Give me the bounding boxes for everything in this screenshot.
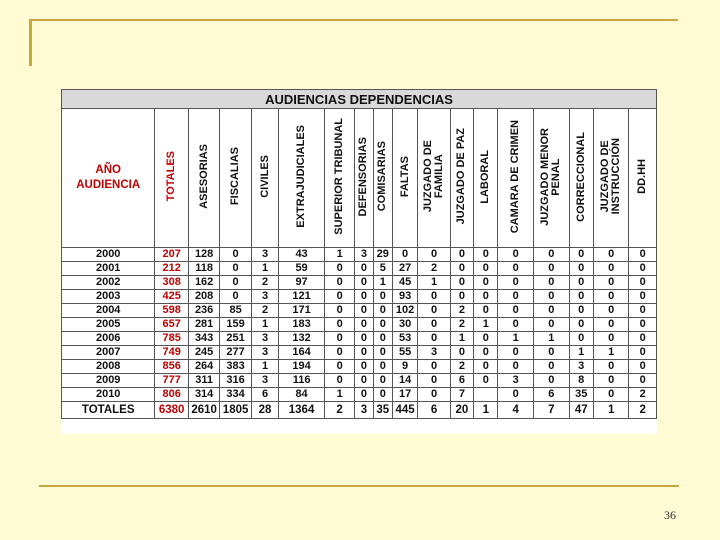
table-cell: 102 <box>392 304 417 318</box>
totals-cell: 6 <box>418 402 450 419</box>
table-cell: 657 <box>155 318 189 332</box>
table-cell: 0 <box>593 318 629 332</box>
table-cell: 3 <box>251 374 278 388</box>
table-cell: 1 <box>251 318 278 332</box>
row-year: 2002 <box>62 276 155 290</box>
row-year: 2007 <box>62 346 155 360</box>
table-cell: 0 <box>355 304 373 318</box>
table-cell: 236 <box>188 304 219 318</box>
totals-cell: 1 <box>474 402 498 419</box>
table-cell: 0 <box>474 276 498 290</box>
table-cell: 383 <box>220 360 251 374</box>
table-cell: 43 <box>279 248 325 262</box>
table-cell: 264 <box>188 360 219 374</box>
table-cell: 0 <box>569 304 593 318</box>
totals-label: TOTALES <box>62 402 155 419</box>
table-cell: 7 <box>450 388 473 402</box>
table-title: AUDIENCIAS DEPENDENCIAS <box>62 90 657 109</box>
table-cell: 0 <box>593 248 629 262</box>
table-cell: 128 <box>188 248 219 262</box>
table-cell: 0 <box>629 346 657 360</box>
audiencias-table-container <box>61 89 657 434</box>
table-row <box>62 318 657 332</box>
totals-cell: 35 <box>373 402 392 419</box>
table-cell: 0 <box>324 332 354 346</box>
table-cell: 17 <box>392 388 417 402</box>
totals-cell: 28 <box>251 402 278 419</box>
table-cell: 0 <box>418 304 450 318</box>
table-cell: 1 <box>534 332 570 346</box>
corner-label-year: AÑO <box>95 164 121 176</box>
table-cell: 0 <box>569 248 593 262</box>
column-header-label: JUZGADO DE PAZ <box>455 128 468 225</box>
column-header-label: CIVILES <box>258 155 271 198</box>
table-cell: 0 <box>534 248 570 262</box>
table-cell: 1 <box>418 276 450 290</box>
table-cell: 0 <box>534 360 570 374</box>
table-cell: 0 <box>593 276 629 290</box>
table-cell: 2 <box>418 262 450 276</box>
column-header <box>188 109 219 248</box>
column-header-label: DD.HH <box>636 159 649 194</box>
table-cell: 251 <box>220 332 251 346</box>
column-header <box>450 109 473 248</box>
table-cell: 0 <box>593 374 629 388</box>
table-cell: 194 <box>279 360 325 374</box>
table-cell: 3 <box>498 374 534 388</box>
table-row <box>62 374 657 388</box>
page-number: 36 <box>664 508 676 522</box>
table-cell: 0 <box>569 332 593 346</box>
table-cell: 45 <box>392 276 417 290</box>
table-cell: 0 <box>534 262 570 276</box>
table-cell: 806 <box>155 388 189 402</box>
table-cell: 0 <box>355 276 373 290</box>
audiencias-table <box>61 89 657 419</box>
table-cell: 207 <box>155 248 189 262</box>
table-cell: 0 <box>498 318 534 332</box>
table-cell: 0 <box>534 374 570 388</box>
table-cell: 0 <box>373 290 392 304</box>
table-cell: 6 <box>251 388 278 402</box>
table-cell: 0 <box>418 248 450 262</box>
column-header-label: FALTAS <box>398 155 411 198</box>
totals-cell: 2610 <box>188 402 219 419</box>
table-cell: 0 <box>629 276 657 290</box>
table-cell: 2 <box>450 304 473 318</box>
table-cell: 1 <box>474 318 498 332</box>
column-header-label: JUZGADO MENOR PENAL <box>539 127 563 226</box>
table-cell: 281 <box>188 318 219 332</box>
table-cell: 6 <box>534 388 570 402</box>
table-cell: 55 <box>392 346 417 360</box>
column-header-label: JUZGADO DE FAMILIA <box>422 140 446 213</box>
table-cell: 245 <box>188 346 219 360</box>
table-row <box>62 304 657 318</box>
table-cell: 1 <box>324 388 354 402</box>
table-row <box>62 346 657 360</box>
table-cell: 183 <box>279 318 325 332</box>
table-cell: 53 <box>392 332 417 346</box>
column-header <box>324 109 354 248</box>
table-cell: 0 <box>629 318 657 332</box>
bottom-rule <box>39 485 679 487</box>
table-cell: 0 <box>324 276 354 290</box>
table-cell: 0 <box>392 248 417 262</box>
table-cell: 0 <box>373 332 392 346</box>
table-cell: 208 <box>188 290 219 304</box>
column-header-label: SUPERIOR TRIBUNAL <box>333 118 346 235</box>
column-header-label: DEFENSORIAS <box>357 136 370 217</box>
table-cell: 1 <box>251 360 278 374</box>
totals-cell: 20 <box>450 402 473 419</box>
table-cell: 29 <box>373 248 392 262</box>
table-cell: 311 <box>188 374 219 388</box>
table-cell: 0 <box>474 332 498 346</box>
row-year: 2001 <box>62 262 155 276</box>
row-year: 2004 <box>62 304 155 318</box>
table-cell: 30 <box>392 318 417 332</box>
table-cell: 3 <box>251 346 278 360</box>
table-cell: 59 <box>279 262 325 276</box>
table-cell: 0 <box>474 248 498 262</box>
column-header-label: LABORAL <box>479 149 492 204</box>
table-cell: 0 <box>450 290 473 304</box>
table-cell: 0 <box>220 262 251 276</box>
table-cell: 2 <box>251 304 278 318</box>
column-header <box>498 109 534 248</box>
column-header <box>534 109 570 248</box>
table-cell: 2 <box>629 388 657 402</box>
table-cell: 0 <box>474 346 498 360</box>
table-cell: 14 <box>392 374 417 388</box>
table-cell: 212 <box>155 262 189 276</box>
table-cell: 0 <box>629 290 657 304</box>
table-row <box>62 388 657 402</box>
table-cell: 0 <box>629 262 657 276</box>
totals-cell: 2 <box>629 402 657 419</box>
table-cell: 132 <box>279 332 325 346</box>
table-cell: 0 <box>220 276 251 290</box>
table-cell: 425 <box>155 290 189 304</box>
table-cell: 1 <box>593 346 629 360</box>
table-cell: 0 <box>355 374 373 388</box>
column-header <box>220 109 251 248</box>
totals-cell: 1364 <box>279 402 325 419</box>
table-cell: 0 <box>593 304 629 318</box>
table-cell: 0 <box>474 290 498 304</box>
table-cell: 1 <box>324 248 354 262</box>
table-cell: 164 <box>279 346 325 360</box>
table-cell: 0 <box>324 304 354 318</box>
table-cell: 85 <box>220 304 251 318</box>
column-header-label: CORRECCIONAL <box>574 131 587 222</box>
column-header <box>355 109 373 248</box>
table-cell: 35 <box>569 388 593 402</box>
table-cell: 0 <box>569 290 593 304</box>
table-cell: 9 <box>392 360 417 374</box>
table-cell: 0 <box>324 318 354 332</box>
table-row <box>62 290 657 304</box>
table-cell: 0 <box>418 388 450 402</box>
table-cell: 0 <box>474 360 498 374</box>
column-header <box>373 109 392 248</box>
column-header <box>474 109 498 248</box>
column-header-label: FISCALIAS <box>229 147 242 206</box>
table-cell: 0 <box>498 290 534 304</box>
table-cell: 0 <box>324 360 354 374</box>
corner-label-audiencia: AUDIENCIA <box>76 179 141 191</box>
column-header-label: JUZGADO DE INSTRUCCIÓN <box>599 138 623 215</box>
table-cell: 0 <box>355 290 373 304</box>
table-cell: 0 <box>450 346 473 360</box>
column-header <box>593 109 629 248</box>
table-cell: 0 <box>418 332 450 346</box>
table-cell: 0 <box>373 346 392 360</box>
column-header <box>155 109 189 248</box>
top-rule <box>31 19 678 21</box>
table-cell: 1 <box>373 276 392 290</box>
table-cell: 343 <box>188 332 219 346</box>
table-cell: 0 <box>474 262 498 276</box>
table-row <box>62 332 657 346</box>
table-cell: 0 <box>418 290 450 304</box>
table-cell: 308 <box>155 276 189 290</box>
table-cell: 93 <box>392 290 417 304</box>
table-body <box>62 248 657 402</box>
table-cell: 785 <box>155 332 189 346</box>
totals-cell: 445 <box>392 402 417 419</box>
table-cell: 121 <box>279 290 325 304</box>
table-cell: 1 <box>251 262 278 276</box>
totals-cell: 1805 <box>220 402 251 419</box>
table-cell: 0 <box>355 360 373 374</box>
totals-cell: 2 <box>324 402 354 419</box>
table-cell: 97 <box>279 276 325 290</box>
table-cell: 0 <box>569 318 593 332</box>
table-cell: 118 <box>188 262 219 276</box>
row-year: 2003 <box>62 290 155 304</box>
table-cell: 171 <box>279 304 325 318</box>
table-cell: 2 <box>450 360 473 374</box>
table-row <box>62 262 657 276</box>
table-cell: 0 <box>593 332 629 346</box>
table-cell: 3 <box>355 248 373 262</box>
table-cell: 3 <box>251 290 278 304</box>
totals-cell: 7 <box>534 402 570 419</box>
table-cell: 0 <box>593 262 629 276</box>
table-cell: 0 <box>629 304 657 318</box>
table-cell: 0 <box>498 388 534 402</box>
column-header-label: ASESORIAS <box>197 144 210 209</box>
table-cell: 0 <box>373 374 392 388</box>
table-cell: 0 <box>324 374 354 388</box>
table-cell: 0 <box>474 304 498 318</box>
table-cell: 27 <box>392 262 417 276</box>
table-cell: 0 <box>498 262 534 276</box>
row-year: 2005 <box>62 318 155 332</box>
table-cell: 1 <box>569 346 593 360</box>
row-year: 2008 <box>62 360 155 374</box>
column-header <box>251 109 278 248</box>
table-row <box>62 360 657 374</box>
column-header-label: EXTRAJUDICIALES <box>295 125 308 228</box>
table-cell: 2 <box>251 276 278 290</box>
left-rule <box>29 19 32 66</box>
totals-cell: 3 <box>355 402 373 419</box>
table-cell: 0 <box>373 388 392 402</box>
table-cell: 0 <box>355 318 373 332</box>
table-cell: 0 <box>534 276 570 290</box>
table-cell: 0 <box>534 290 570 304</box>
table-cell <box>474 388 498 402</box>
table-cell: 0 <box>569 276 593 290</box>
column-header <box>392 109 417 248</box>
table-cell: 0 <box>629 360 657 374</box>
table-cell: 84 <box>279 388 325 402</box>
table-cell: 0 <box>355 332 373 346</box>
table-cell: 0 <box>355 346 373 360</box>
table-cell: 598 <box>155 304 189 318</box>
table-cell: 0 <box>373 318 392 332</box>
table-cell: 0 <box>324 262 354 276</box>
table-cell: 749 <box>155 346 189 360</box>
table-cell: 3 <box>251 248 278 262</box>
table-cell: 1 <box>450 332 473 346</box>
table-cell: 0 <box>373 304 392 318</box>
corner-header <box>62 109 155 248</box>
totals-cell: 4 <box>498 402 534 419</box>
table-cell: 0 <box>498 248 534 262</box>
totals-cell: 6380 <box>155 402 189 419</box>
table-cell: 0 <box>450 248 473 262</box>
totals-cell: 47 <box>569 402 593 419</box>
column-header <box>279 109 325 248</box>
column-header-label: TOTALES <box>165 151 178 202</box>
table-cell: 0 <box>373 360 392 374</box>
table-cell: 0 <box>220 290 251 304</box>
table-cell: 0 <box>324 346 354 360</box>
table-cell: 0 <box>498 346 534 360</box>
table-cell: 0 <box>324 290 354 304</box>
table-cell: 0 <box>498 276 534 290</box>
table-cell: 3 <box>418 346 450 360</box>
table-cell: 2 <box>450 318 473 332</box>
table-cell: 0 <box>498 360 534 374</box>
table-cell: 0 <box>593 290 629 304</box>
table-cell: 0 <box>593 360 629 374</box>
table-cell: 159 <box>220 318 251 332</box>
table-cell: 0 <box>534 318 570 332</box>
table-cell: 0 <box>355 262 373 276</box>
table-cell: 8 <box>569 374 593 388</box>
row-year: 2009 <box>62 374 155 388</box>
column-header-label: CAMARA DE CRIMEN <box>509 119 522 234</box>
table-cell: 0 <box>569 262 593 276</box>
table-cell: 1 <box>498 332 534 346</box>
table-cell: 0 <box>355 388 373 402</box>
table-cell: 334 <box>220 388 251 402</box>
table-cell: 116 <box>279 374 325 388</box>
table-cell: 0 <box>534 304 570 318</box>
column-header <box>418 109 450 248</box>
table-row <box>62 276 657 290</box>
table-cell: 0 <box>418 318 450 332</box>
table-cell: 5 <box>373 262 392 276</box>
table-cell: 316 <box>220 374 251 388</box>
table-cell: 0 <box>498 304 534 318</box>
table-cell: 0 <box>629 374 657 388</box>
table-cell: 0 <box>418 374 450 388</box>
column-header-label: COMISARIAS <box>376 141 389 212</box>
row-year: 2000 <box>62 248 155 262</box>
table-cell: 3 <box>251 332 278 346</box>
table-cell: 0 <box>418 360 450 374</box>
table-cell: 0 <box>593 388 629 402</box>
row-year: 2006 <box>62 332 155 346</box>
table-cell: 0 <box>534 346 570 360</box>
table-cell: 0 <box>629 332 657 346</box>
row-year: 2010 <box>62 388 155 402</box>
table-cell: 0 <box>220 248 251 262</box>
table-cell: 3 <box>569 360 593 374</box>
totals-row <box>62 402 657 419</box>
table-cell: 6 <box>450 374 473 388</box>
column-header <box>569 109 593 248</box>
table-cell: 777 <box>155 374 189 388</box>
totals-cell: 1 <box>593 402 629 419</box>
table-cell: 0 <box>474 374 498 388</box>
table-cell: 0 <box>450 262 473 276</box>
table-cell: 0 <box>450 276 473 290</box>
table-cell: 162 <box>188 276 219 290</box>
table-row <box>62 248 657 262</box>
table-cell: 856 <box>155 360 189 374</box>
table-cell: 0 <box>629 248 657 262</box>
table-cell: 277 <box>220 346 251 360</box>
table-cell: 314 <box>188 388 219 402</box>
column-header <box>629 109 657 248</box>
